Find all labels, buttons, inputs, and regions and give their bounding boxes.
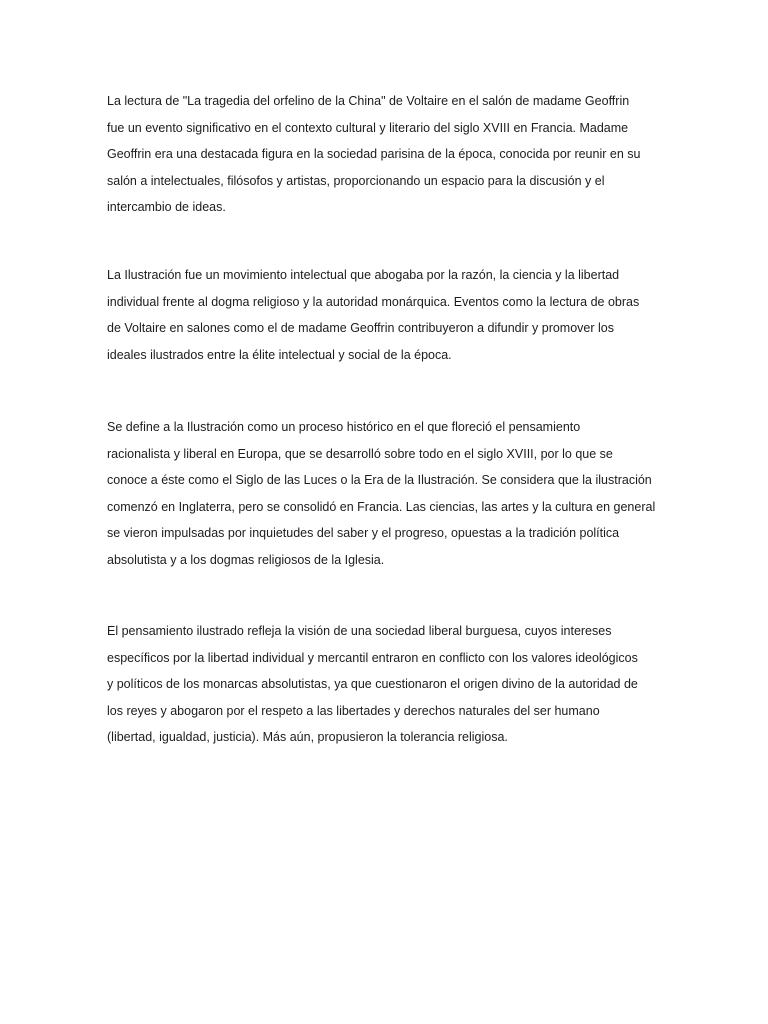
- text-line: La lectura de "La tragedia del orfelino de la China" de Voltaire en el salón de madame Geoffrin: [107, 94, 630, 108]
- text-line: comenzó en Inglaterra, pero se consolidó en Francia. Las ciencias, las artes y la cultura en general: [107, 499, 656, 514]
- text-line: individual frente al dogma religioso y la autoridad monárquica. Eventos como la lectura de obras: [107, 294, 640, 309]
- text-line: El pensamiento ilustrado refleja la visión de una sociedad liberal burguesa, cuyos intereses: [107, 624, 612, 638]
- text-line: Geoffrin era una destacada figura en la sociedad parisina de la época, conocida por reunir en su: [107, 147, 641, 161]
- text-line: La Ilustración fue un movimiento intelectual que abogaba por la razón, la ciencia y la libertad: [107, 268, 620, 282]
- paragraph-voltaire-reading: [107, 88, 667, 221]
- text-line: absolutista y a los dogmas religiosos de la Iglesia.: [107, 552, 385, 567]
- text-line: intercambio de ideas.: [107, 200, 226, 214]
- text-line: salón a intelectuales, filósofos y artistas, proporcionando un espacio para la discusión y el: [107, 173, 605, 188]
- text-line: se vieron impulsadas por inquietudes del saber y el progreso, opuestas a la tradición política: [107, 526, 620, 540]
- text-line: y políticos de los monarcas absolutistas, ya que cuestionaron el origen divino de la autoridad de: [107, 677, 638, 691]
- text-line: ideales ilustrados entre la élite intelectual y social de la época.: [107, 347, 452, 362]
- paragraph-enlightened-thought: [107, 618, 667, 751]
- text-line: (libertad, igualdad, justicia). Más aún, propusieron la tolerancia religiosa.: [107, 730, 508, 744]
- text-line: de Voltaire en salones como el de madame Geoffrin contribuyeron a difundir y promover los: [107, 321, 614, 335]
- text-line: los reyes y abogaron por el respeto a las libertades y derechos naturales del ser humano: [107, 703, 600, 718]
- text-line: conoce a éste como el Siglo de las Luces o la Era de la Ilustración. Se considera que la ilustración: [107, 473, 652, 487]
- text-line: fue un evento significativo en el contexto cultural y literario del siglo XVIII en Francia. Madame: [107, 120, 629, 135]
- text-line: específicos por la libertad individual y mercantil entraron en conflicto con los valores ideológicos: [107, 650, 638, 665]
- text-line: Se define a la Ilustración como un proceso histórico en el que floreció el pensamiento: [107, 420, 581, 434]
- text-line: racionalista y liberal en Europa, que se desarrolló sobre todo en el siglo XVIII, por lo que se: [107, 446, 613, 461]
- paragraph-enlightenment-definition: [107, 414, 667, 573]
- paragraph-enlightenment-movement: [107, 262, 667, 368]
